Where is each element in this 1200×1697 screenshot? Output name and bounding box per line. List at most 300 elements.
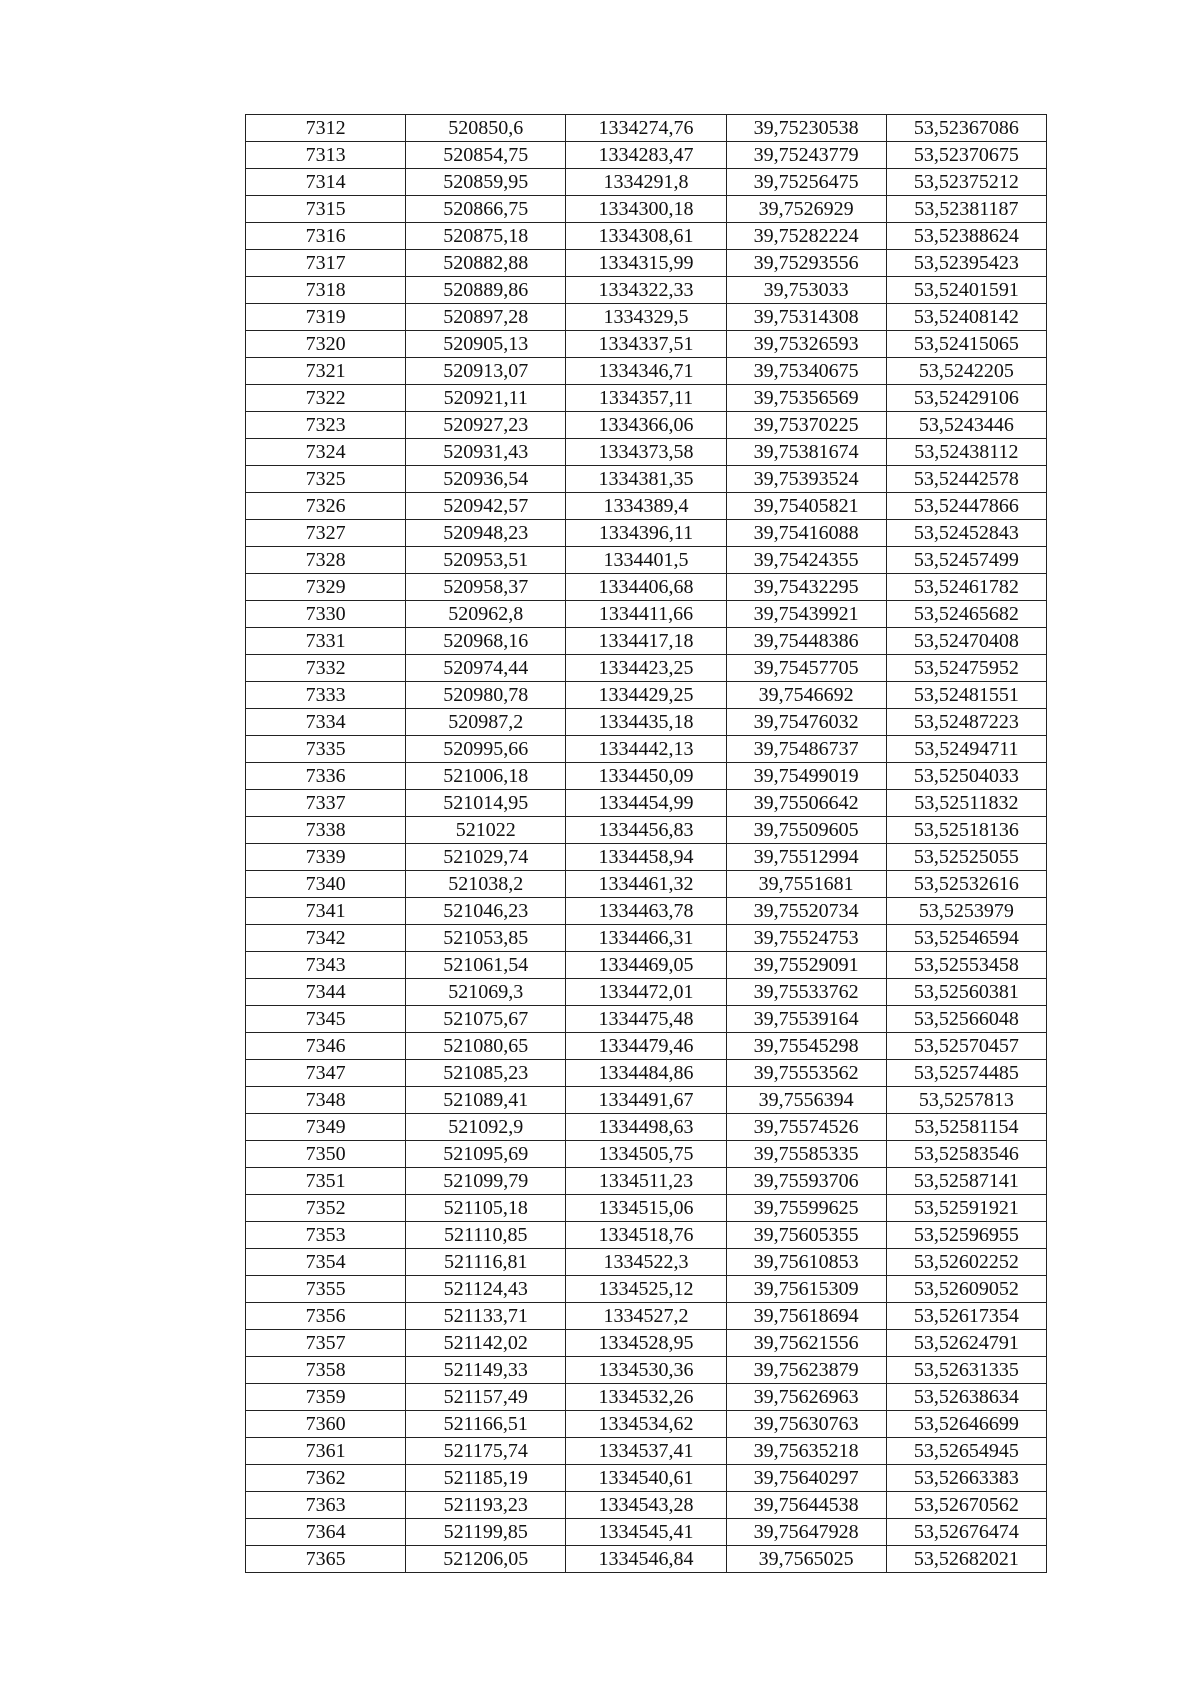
longitude-cell: 39,75623879 (726, 1357, 886, 1384)
latitude-cell: 53,52532616 (886, 871, 1046, 898)
y-coordinate-cell: 1334406,68 (566, 574, 726, 601)
y-coordinate-cell: 1334479,46 (566, 1033, 726, 1060)
table-row (246, 871, 1047, 898)
x-coordinate-cell: 521069,3 (406, 979, 566, 1006)
point-number-cell: 7325 (246, 466, 406, 493)
table-row (246, 979, 1047, 1006)
point-number-cell: 7316 (246, 223, 406, 250)
x-coordinate-cell: 520968,16 (406, 628, 566, 655)
latitude-cell: 53,52511832 (886, 790, 1046, 817)
y-coordinate-cell: 1334322,33 (566, 277, 726, 304)
table-row (246, 790, 1047, 817)
point-number-cell: 7346 (246, 1033, 406, 1060)
latitude-cell: 53,52367086 (886, 115, 1046, 142)
latitude-cell: 53,52560381 (886, 979, 1046, 1006)
latitude-cell: 53,52401591 (886, 277, 1046, 304)
latitude-cell: 53,52574485 (886, 1060, 1046, 1087)
x-coordinate-cell: 521038,2 (406, 871, 566, 898)
longitude-cell: 39,75599625 (726, 1195, 886, 1222)
longitude-cell: 39,75618694 (726, 1303, 886, 1330)
y-coordinate-cell: 1334435,18 (566, 709, 726, 736)
table-row (246, 277, 1047, 304)
y-coordinate-cell: 1334540,61 (566, 1465, 726, 1492)
latitude-cell: 53,52438112 (886, 439, 1046, 466)
table-row (246, 952, 1047, 979)
latitude-cell: 53,52481551 (886, 682, 1046, 709)
longitude-cell: 39,75621556 (726, 1330, 886, 1357)
longitude-cell: 39,75405821 (726, 493, 886, 520)
x-coordinate-cell: 520987,2 (406, 709, 566, 736)
y-coordinate-cell: 1334484,86 (566, 1060, 726, 1087)
latitude-cell: 53,52602252 (886, 1249, 1046, 1276)
table-row (246, 142, 1047, 169)
y-coordinate-cell: 1334458,94 (566, 844, 726, 871)
point-number-cell: 7323 (246, 412, 406, 439)
longitude-cell: 39,75533762 (726, 979, 886, 1006)
longitude-cell: 39,75256475 (726, 169, 886, 196)
point-number-cell: 7327 (246, 520, 406, 547)
latitude-cell: 53,52487223 (886, 709, 1046, 736)
latitude-cell: 53,52583546 (886, 1141, 1046, 1168)
y-coordinate-cell: 1334543,28 (566, 1492, 726, 1519)
x-coordinate-cell: 520958,37 (406, 574, 566, 601)
y-coordinate-cell: 1334389,4 (566, 493, 726, 520)
table-row (246, 1384, 1047, 1411)
longitude-cell: 39,7546692 (726, 682, 886, 709)
point-number-cell: 7354 (246, 1249, 406, 1276)
y-coordinate-cell: 1334527,2 (566, 1303, 726, 1330)
y-coordinate-cell: 1334373,58 (566, 439, 726, 466)
table-row (246, 763, 1047, 790)
y-coordinate-cell: 1334381,35 (566, 466, 726, 493)
table-row (246, 655, 1047, 682)
table-row (246, 898, 1047, 925)
y-coordinate-cell: 1334466,31 (566, 925, 726, 952)
longitude-cell: 39,75524753 (726, 925, 886, 952)
x-coordinate-cell: 520927,23 (406, 412, 566, 439)
longitude-cell: 39,75381674 (726, 439, 886, 466)
y-coordinate-cell: 1334357,11 (566, 385, 726, 412)
latitude-cell: 53,52546594 (886, 925, 1046, 952)
table-row (246, 709, 1047, 736)
y-coordinate-cell: 1334532,26 (566, 1384, 726, 1411)
point-number-cell: 7338 (246, 817, 406, 844)
table-row (246, 1492, 1047, 1519)
y-coordinate-cell: 1334423,25 (566, 655, 726, 682)
latitude-cell: 53,52504033 (886, 763, 1046, 790)
point-number-cell: 7340 (246, 871, 406, 898)
x-coordinate-cell: 521029,74 (406, 844, 566, 871)
longitude-cell: 39,75553562 (726, 1060, 886, 1087)
x-coordinate-cell: 520882,88 (406, 250, 566, 277)
y-coordinate-cell: 1334515,06 (566, 1195, 726, 1222)
latitude-cell: 53,52676474 (886, 1519, 1046, 1546)
x-coordinate-cell: 521157,49 (406, 1384, 566, 1411)
y-coordinate-cell: 1334472,01 (566, 979, 726, 1006)
latitude-cell: 53,52408142 (886, 304, 1046, 331)
latitude-cell: 53,52370675 (886, 142, 1046, 169)
x-coordinate-cell: 520854,75 (406, 142, 566, 169)
table-row (246, 1168, 1047, 1195)
latitude-cell: 53,52570457 (886, 1033, 1046, 1060)
latitude-cell: 53,52518136 (886, 817, 1046, 844)
point-number-cell: 7313 (246, 142, 406, 169)
table-row (246, 1519, 1047, 1546)
x-coordinate-cell: 521053,85 (406, 925, 566, 952)
longitude-cell: 39,753033 (726, 277, 886, 304)
point-number-cell: 7363 (246, 1492, 406, 1519)
y-coordinate-cell: 1334469,05 (566, 952, 726, 979)
longitude-cell: 39,75574526 (726, 1114, 886, 1141)
point-number-cell: 7351 (246, 1168, 406, 1195)
y-coordinate-cell: 1334518,76 (566, 1222, 726, 1249)
x-coordinate-cell: 521006,18 (406, 763, 566, 790)
longitude-cell: 39,75370225 (726, 412, 886, 439)
table-row (246, 736, 1047, 763)
longitude-cell: 39,75282224 (726, 223, 886, 250)
longitude-cell: 39,75545298 (726, 1033, 886, 1060)
latitude-cell: 53,5253979 (886, 898, 1046, 925)
latitude-cell: 53,52395423 (886, 250, 1046, 277)
longitude-cell: 39,75424355 (726, 547, 886, 574)
longitude-cell: 39,75393524 (726, 466, 886, 493)
point-number-cell: 7330 (246, 601, 406, 628)
longitude-cell: 39,75486737 (726, 736, 886, 763)
latitude-cell: 53,52388624 (886, 223, 1046, 250)
y-coordinate-cell: 1334442,13 (566, 736, 726, 763)
table-row (246, 1438, 1047, 1465)
point-number-cell: 7342 (246, 925, 406, 952)
longitude-cell: 39,75230538 (726, 115, 886, 142)
point-number-cell: 7321 (246, 358, 406, 385)
table-row (246, 196, 1047, 223)
point-number-cell: 7334 (246, 709, 406, 736)
point-number-cell: 7358 (246, 1357, 406, 1384)
table-row (246, 1006, 1047, 1033)
point-number-cell: 7335 (246, 736, 406, 763)
x-coordinate-cell: 521095,69 (406, 1141, 566, 1168)
y-coordinate-cell: 1334525,12 (566, 1276, 726, 1303)
point-number-cell: 7344 (246, 979, 406, 1006)
latitude-cell: 53,52631335 (886, 1357, 1046, 1384)
table-row (246, 439, 1047, 466)
table-row (246, 1249, 1047, 1276)
latitude-cell: 53,52624791 (886, 1330, 1046, 1357)
table-row (246, 493, 1047, 520)
latitude-cell: 53,52442578 (886, 466, 1046, 493)
latitude-cell: 53,52682021 (886, 1546, 1046, 1573)
x-coordinate-cell: 521092,9 (406, 1114, 566, 1141)
x-coordinate-cell: 520962,8 (406, 601, 566, 628)
y-coordinate-cell: 1334308,61 (566, 223, 726, 250)
y-coordinate-cell: 1334429,25 (566, 682, 726, 709)
longitude-cell: 39,75326593 (726, 331, 886, 358)
point-number-cell: 7365 (246, 1546, 406, 1573)
latitude-cell: 53,52494711 (886, 736, 1046, 763)
table-row (246, 1195, 1047, 1222)
latitude-cell: 53,5243446 (886, 412, 1046, 439)
table-row (246, 466, 1047, 493)
longitude-cell: 39,7551681 (726, 871, 886, 898)
x-coordinate-cell: 521085,23 (406, 1060, 566, 1087)
table-row (246, 1114, 1047, 1141)
table-row (246, 304, 1047, 331)
point-number-cell: 7318 (246, 277, 406, 304)
longitude-cell: 39,7565025 (726, 1546, 886, 1573)
latitude-cell: 53,5242205 (886, 358, 1046, 385)
table-row (246, 574, 1047, 601)
x-coordinate-cell: 520913,07 (406, 358, 566, 385)
table-row (246, 1087, 1047, 1114)
table-row (246, 1141, 1047, 1168)
longitude-cell: 39,75356569 (726, 385, 886, 412)
latitude-cell: 53,52670562 (886, 1492, 1046, 1519)
x-coordinate-cell: 521075,67 (406, 1006, 566, 1033)
longitude-cell: 39,75243779 (726, 142, 886, 169)
x-coordinate-cell: 521133,71 (406, 1303, 566, 1330)
x-coordinate-cell: 521142,02 (406, 1330, 566, 1357)
table-row (246, 601, 1047, 628)
latitude-cell: 53,52465682 (886, 601, 1046, 628)
y-coordinate-cell: 1334534,62 (566, 1411, 726, 1438)
point-number-cell: 7343 (246, 952, 406, 979)
table-row (246, 547, 1047, 574)
table-row (246, 817, 1047, 844)
longitude-cell: 39,75506642 (726, 790, 886, 817)
y-coordinate-cell: 1334456,83 (566, 817, 726, 844)
latitude-cell: 53,5257813 (886, 1087, 1046, 1114)
x-coordinate-cell: 521124,43 (406, 1276, 566, 1303)
x-coordinate-cell: 521206,05 (406, 1546, 566, 1573)
point-number-cell: 7357 (246, 1330, 406, 1357)
latitude-cell: 53,52429106 (886, 385, 1046, 412)
x-coordinate-cell: 521199,85 (406, 1519, 566, 1546)
latitude-cell: 53,52381187 (886, 196, 1046, 223)
table-row (246, 331, 1047, 358)
point-number-cell: 7353 (246, 1222, 406, 1249)
point-number-cell: 7328 (246, 547, 406, 574)
point-number-cell: 7348 (246, 1087, 406, 1114)
longitude-cell: 39,75314308 (726, 304, 886, 331)
y-coordinate-cell: 1334522,3 (566, 1249, 726, 1276)
longitude-cell: 39,75647928 (726, 1519, 886, 1546)
longitude-cell: 39,75635218 (726, 1438, 886, 1465)
table-row (246, 223, 1047, 250)
table-row (246, 358, 1047, 385)
point-number-cell: 7320 (246, 331, 406, 358)
x-coordinate-cell: 521046,23 (406, 898, 566, 925)
x-coordinate-cell: 520953,51 (406, 547, 566, 574)
x-coordinate-cell: 520921,11 (406, 385, 566, 412)
latitude-cell: 53,52452843 (886, 520, 1046, 547)
point-number-cell: 7350 (246, 1141, 406, 1168)
longitude-cell: 39,75610853 (726, 1249, 886, 1276)
longitude-cell: 39,75605355 (726, 1222, 886, 1249)
latitude-cell: 53,52663383 (886, 1465, 1046, 1492)
x-coordinate-cell: 521185,19 (406, 1465, 566, 1492)
latitude-cell: 53,52581154 (886, 1114, 1046, 1141)
y-coordinate-cell: 1334337,51 (566, 331, 726, 358)
y-coordinate-cell: 1334329,5 (566, 304, 726, 331)
table-row (246, 1033, 1047, 1060)
point-number-cell: 7317 (246, 250, 406, 277)
y-coordinate-cell: 1334300,18 (566, 196, 726, 223)
table-row (246, 1546, 1047, 1573)
table-row (246, 1222, 1047, 1249)
point-number-cell: 7362 (246, 1465, 406, 1492)
y-coordinate-cell: 1334411,66 (566, 601, 726, 628)
point-number-cell: 7339 (246, 844, 406, 871)
table-row (246, 1276, 1047, 1303)
latitude-cell: 53,52447866 (886, 493, 1046, 520)
point-number-cell: 7337 (246, 790, 406, 817)
latitude-cell: 53,52638634 (886, 1384, 1046, 1411)
latitude-cell: 53,52475952 (886, 655, 1046, 682)
x-coordinate-cell: 520948,23 (406, 520, 566, 547)
latitude-cell: 53,52525055 (886, 844, 1046, 871)
point-number-cell: 7349 (246, 1114, 406, 1141)
y-coordinate-cell: 1334498,63 (566, 1114, 726, 1141)
longitude-cell: 39,75476032 (726, 709, 886, 736)
table-row (246, 412, 1047, 439)
table-row (246, 1330, 1047, 1357)
point-number-cell: 7347 (246, 1060, 406, 1087)
latitude-cell: 53,52646699 (886, 1411, 1046, 1438)
longitude-cell: 39,75585335 (726, 1141, 886, 1168)
longitude-cell: 39,75457705 (726, 655, 886, 682)
point-number-cell: 7364 (246, 1519, 406, 1546)
x-coordinate-cell: 521105,18 (406, 1195, 566, 1222)
x-coordinate-cell: 520889,86 (406, 277, 566, 304)
x-coordinate-cell: 521166,51 (406, 1411, 566, 1438)
longitude-cell: 39,75644538 (726, 1492, 886, 1519)
x-coordinate-cell: 521116,81 (406, 1249, 566, 1276)
longitude-cell: 39,75416088 (726, 520, 886, 547)
x-coordinate-cell: 520942,57 (406, 493, 566, 520)
x-coordinate-cell: 520980,78 (406, 682, 566, 709)
latitude-cell: 53,52470408 (886, 628, 1046, 655)
table-row (246, 1303, 1047, 1330)
longitude-cell: 39,75509605 (726, 817, 886, 844)
y-coordinate-cell: 1334401,5 (566, 547, 726, 574)
x-coordinate-cell: 521061,54 (406, 952, 566, 979)
coordinates-table (245, 114, 1047, 1573)
longitude-cell: 39,75432295 (726, 574, 886, 601)
point-number-cell: 7314 (246, 169, 406, 196)
point-number-cell: 7332 (246, 655, 406, 682)
latitude-cell: 53,52617354 (886, 1303, 1046, 1330)
y-coordinate-cell: 1334417,18 (566, 628, 726, 655)
table-row (246, 520, 1047, 547)
table-row (246, 1357, 1047, 1384)
y-coordinate-cell: 1334461,32 (566, 871, 726, 898)
point-number-cell: 7322 (246, 385, 406, 412)
y-coordinate-cell: 1334511,23 (566, 1168, 726, 1195)
point-number-cell: 7315 (246, 196, 406, 223)
longitude-cell: 39,75529091 (726, 952, 886, 979)
table-row (246, 1411, 1047, 1438)
y-coordinate-cell: 1334315,99 (566, 250, 726, 277)
y-coordinate-cell: 1334283,47 (566, 142, 726, 169)
table-row (246, 628, 1047, 655)
latitude-cell: 53,52591921 (886, 1195, 1046, 1222)
x-coordinate-cell: 521149,33 (406, 1357, 566, 1384)
point-number-cell: 7355 (246, 1276, 406, 1303)
longitude-cell: 39,75615309 (726, 1276, 886, 1303)
longitude-cell: 39,75439921 (726, 601, 886, 628)
longitude-cell: 39,75448386 (726, 628, 886, 655)
longitude-cell: 39,7526929 (726, 196, 886, 223)
y-coordinate-cell: 1334528,95 (566, 1330, 726, 1357)
point-number-cell: 7336 (246, 763, 406, 790)
x-coordinate-cell: 521080,65 (406, 1033, 566, 1060)
point-number-cell: 7333 (246, 682, 406, 709)
x-coordinate-cell: 520875,18 (406, 223, 566, 250)
table-row (246, 1465, 1047, 1492)
latitude-cell: 53,52415065 (886, 331, 1046, 358)
longitude-cell: 39,75630763 (726, 1411, 886, 1438)
point-number-cell: 7360 (246, 1411, 406, 1438)
y-coordinate-cell: 1334475,48 (566, 1006, 726, 1033)
x-coordinate-cell: 520897,28 (406, 304, 566, 331)
longitude-cell: 39,75340675 (726, 358, 886, 385)
table-row (246, 250, 1047, 277)
point-number-cell: 7345 (246, 1006, 406, 1033)
point-number-cell: 7356 (246, 1303, 406, 1330)
y-coordinate-cell: 1334491,67 (566, 1087, 726, 1114)
longitude-cell: 39,75499019 (726, 763, 886, 790)
longitude-cell: 39,75539164 (726, 1006, 886, 1033)
x-coordinate-cell: 520936,54 (406, 466, 566, 493)
x-coordinate-cell: 521110,85 (406, 1222, 566, 1249)
y-coordinate-cell: 1334530,36 (566, 1357, 726, 1384)
x-coordinate-cell: 521089,41 (406, 1087, 566, 1114)
longitude-cell: 39,75293556 (726, 250, 886, 277)
x-coordinate-cell: 520974,44 (406, 655, 566, 682)
longitude-cell: 39,75593706 (726, 1168, 886, 1195)
table-row (246, 1060, 1047, 1087)
latitude-cell: 53,52587141 (886, 1168, 1046, 1195)
x-coordinate-cell: 520931,43 (406, 439, 566, 466)
longitude-cell: 39,75520734 (726, 898, 886, 925)
latitude-cell: 53,52566048 (886, 1006, 1046, 1033)
y-coordinate-cell: 1334274,76 (566, 115, 726, 142)
y-coordinate-cell: 1334396,11 (566, 520, 726, 547)
longitude-cell: 39,75640297 (726, 1465, 886, 1492)
latitude-cell: 53,52553458 (886, 952, 1046, 979)
latitude-cell: 53,52461782 (886, 574, 1046, 601)
x-coordinate-cell: 521014,95 (406, 790, 566, 817)
table-row (246, 844, 1047, 871)
point-number-cell: 7359 (246, 1384, 406, 1411)
y-coordinate-cell: 1334450,09 (566, 763, 726, 790)
y-coordinate-cell: 1334546,84 (566, 1546, 726, 1573)
y-coordinate-cell: 1334454,99 (566, 790, 726, 817)
y-coordinate-cell: 1334505,75 (566, 1141, 726, 1168)
x-coordinate-cell: 521022 (406, 817, 566, 844)
point-number-cell: 7326 (246, 493, 406, 520)
latitude-cell: 53,52457499 (886, 547, 1046, 574)
x-coordinate-cell: 521099,79 (406, 1168, 566, 1195)
point-number-cell: 7329 (246, 574, 406, 601)
y-coordinate-cell: 1334537,41 (566, 1438, 726, 1465)
y-coordinate-cell: 1334291,8 (566, 169, 726, 196)
x-coordinate-cell: 520995,66 (406, 736, 566, 763)
point-number-cell: 7324 (246, 439, 406, 466)
longitude-cell: 39,75626963 (726, 1384, 886, 1411)
point-number-cell: 7331 (246, 628, 406, 655)
x-coordinate-cell: 520905,13 (406, 331, 566, 358)
